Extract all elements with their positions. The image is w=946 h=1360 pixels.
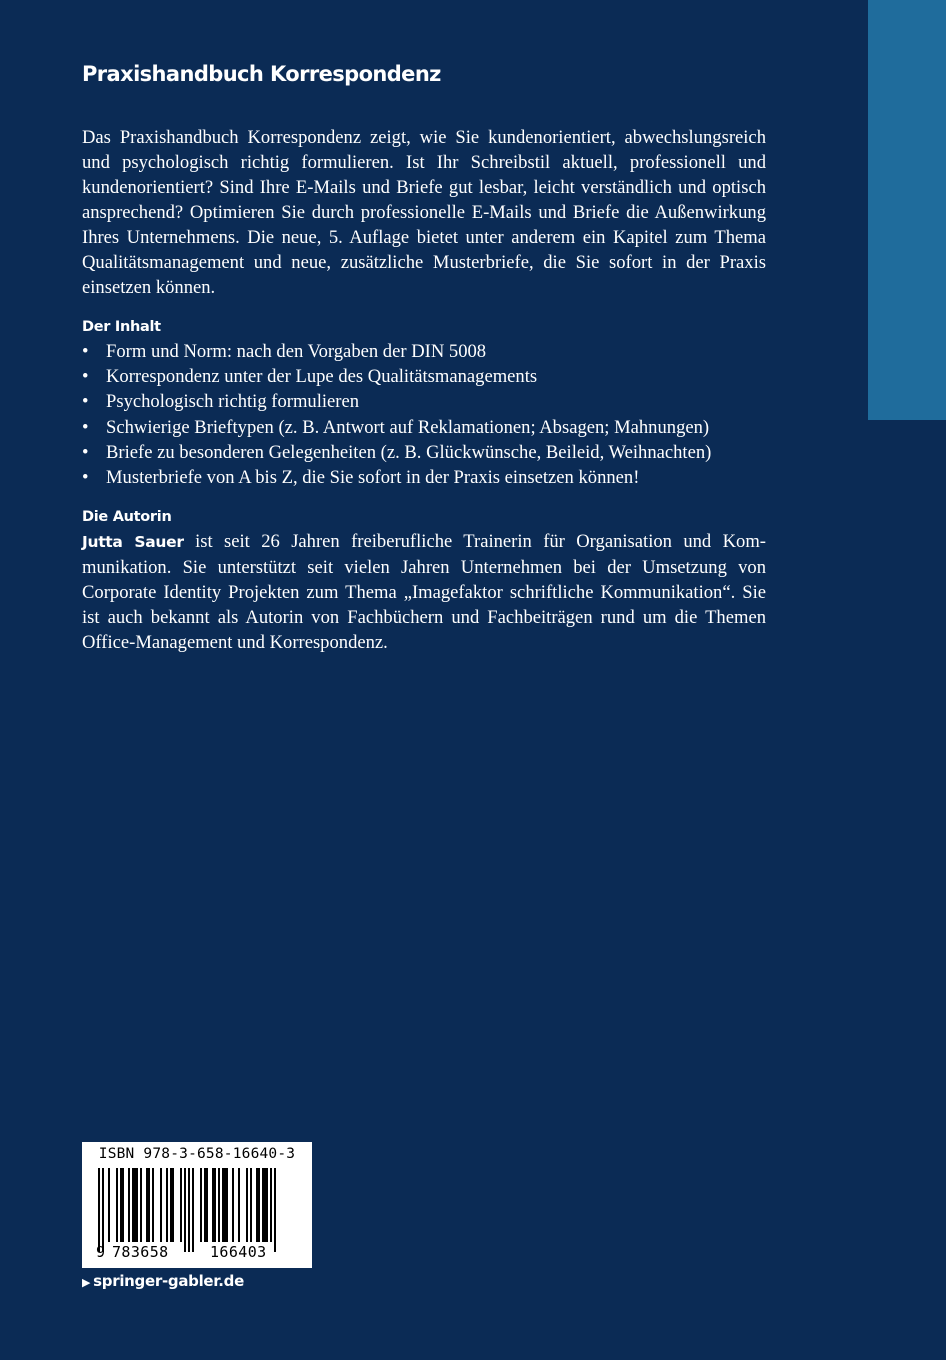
author-heading: Die Autorin [82,509,172,526]
barcode-bar [146,1168,150,1242]
bullet-icon: • [82,366,89,388]
publisher-url: springer-gabler.de [93,1272,244,1290]
barcode-bar [184,1168,186,1252]
barcode-digits-right: 166403 [210,1243,267,1261]
barcode-bar [270,1168,272,1242]
barcode-bar [262,1168,268,1242]
bullet-icon: • [82,416,89,438]
barcode-bar [274,1168,276,1252]
bullet-icon: • [82,341,89,362]
accent-strip [868,0,946,420]
bullet-icon: • [82,467,89,489]
bullet-icon: • [82,441,89,463]
barcode-bar [212,1168,216,1242]
barcode-digits-left: 783658 [112,1243,169,1261]
barcode-bar [232,1168,234,1242]
list-item: • Psychologisch richtig formulieren [82,389,766,414]
barcode-bar [120,1168,124,1242]
list-item: • Form und Norm: nach den Vorgaben der DIN 5008 [82,339,766,364]
barcode-bar [192,1168,194,1252]
barcode-bar [218,1168,220,1242]
list-item: • Korrespondenz unter der Lupe des Qualitätsmanagements [82,364,766,389]
author-bio: ist seit 26 Jahren freiberufliche Trainerin für Organisation und Kommunikation. Sie unterstützt seit vielen Jahren Unternehmen bei der Umsetzung von Corporate Identity Projekten zum Thema „Imagefaktor schriftliche Kommunikation“. Sie ist auch bekannt als Autorin von Fachbüchern und Fachbeiträgen rund um die Themen Office-Management und Korrespondenz. [82,531,766,654]
list-item: • Musterbriefe von A bis Z, die Sie sofort in der Praxis einsetzen können! [82,465,766,490]
arrow-right-icon: ▶ [82,1276,91,1289]
isbn-label: ISBN 978-3-658-16640-3 [98,1146,296,1162]
barcode-bar [166,1168,168,1242]
barcode-bar [222,1168,228,1242]
barcode-bar [108,1168,110,1242]
isbn-barcode [82,1142,312,1268]
barcode-bar [256,1168,260,1242]
barcode-bar [250,1168,252,1242]
author-name: Jutta Sauer [82,533,184,552]
intro-paragraph: Das Praxishandbuch Korrespondenz zeigt, wie Sie kundenorientiert, abwechslungsreich und psychologisch richtig formulieren. Ist Ihr Schreibstil aktuell, professionell und kundenorientiert? Sind Ihre E-Mails und Briefe gut lesbar, leicht verständlich und optisch ansprechend? Optimieren Sie durch professionelle E-Mails und Briefe die Außenwirkung Ihres Unternehmens. Die neue, 5. Auflage bietet unter anderem ein Kapitel zum Thema Qualitätsmanagement und neue, zusätzliche Musterbriefe, die Sie sofort in der Praxis einsetzen können. [82,127,766,298]
barcode-bar [180,1168,182,1242]
barcode-bar [116,1168,118,1242]
contents-heading: Der Inhalt [82,319,161,335]
contents-list [82,339,766,490]
barcode-bar [98,1168,100,1252]
barcode-bar [200,1168,202,1242]
cover-text-block [82,56,766,655]
bullet-icon: • [82,391,89,413]
book-title: Praxishandbuch Korrespondenz [82,62,441,86]
publisher-link[interactable] [82,1272,244,1290]
barcode-bar [132,1168,138,1242]
barcode-bar [204,1168,208,1242]
list-item: • Briefe zu besonderen Gelegenheiten (z. B. Glückwünsche, Beileid, Weihnachten) [82,440,766,465]
barcode-bar [238,1168,240,1242]
list-item: • Schwierige Brieftypen (z. B. Antwort auf Reklamationen; Absagen; Mahnungen) [82,415,766,440]
barcode-bar [246,1168,248,1242]
barcode-digit-lead: 9 [96,1243,106,1261]
barcode-bar [170,1168,174,1242]
barcode-bar [160,1168,162,1242]
author-paragraph [82,529,766,655]
barcode-bar [140,1168,142,1242]
barcode-bars [92,1168,302,1252]
barcode-bar [152,1168,154,1242]
barcode-bar [188,1168,190,1252]
barcode-bar [102,1168,104,1252]
barcode-bar [128,1168,130,1242]
